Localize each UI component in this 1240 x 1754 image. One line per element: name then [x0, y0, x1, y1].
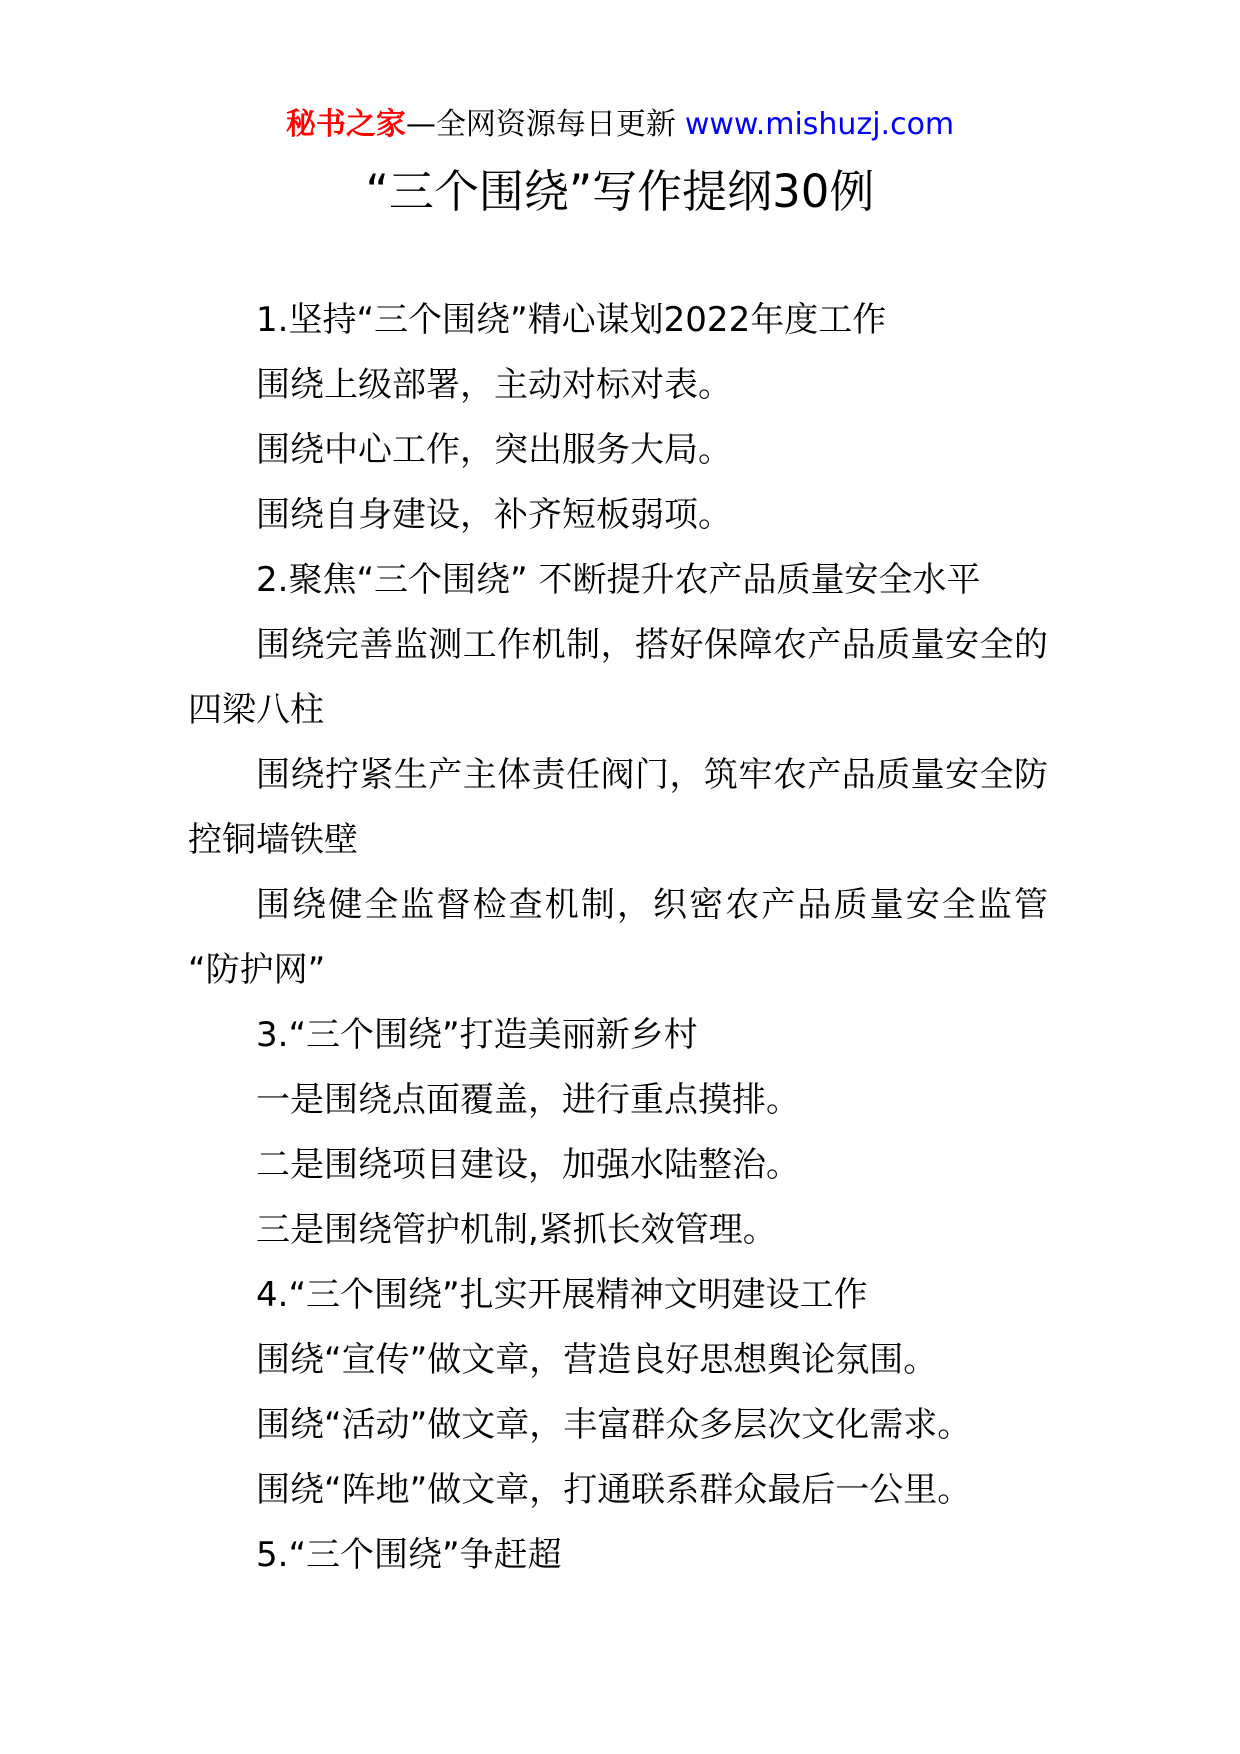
outline-point — [188, 418, 1048, 483]
outline-point — [188, 873, 1048, 1003]
outline-line: 2.聚焦“三个围绕” 不断提升农产品质量安全水平 — [256, 560, 981, 600]
outline-heading — [188, 288, 1048, 353]
outline-line: 围绕健全监督检查机制，织密农产品质量安全监管 — [256, 885, 1048, 925]
outline-line: 围绕“宣传”做文章，营造良好思想舆论氛围。 — [256, 1340, 938, 1380]
outline-line: 4.“三个围绕”扎实开展精神文明建设工作 — [256, 1275, 868, 1315]
outline-line: 围绕自身建设，补齐短板弱项。 — [256, 495, 732, 535]
outline-point — [188, 1198, 1048, 1263]
document-body — [188, 288, 1048, 1588]
outline-line: 三是围绕管护机制,紧抓长效管理。 — [256, 1210, 777, 1250]
site-banner — [0, 105, 1240, 145]
outline-line: 围绕中心工作，突出服务大局。 — [256, 430, 732, 470]
outline-point — [188, 1458, 1048, 1523]
outline-point — [188, 613, 1048, 743]
outline-heading — [188, 1003, 1048, 1068]
outline-line-continued: “防护网” — [188, 950, 326, 990]
outline-heading — [188, 1523, 1048, 1588]
outline-heading — [188, 548, 1048, 613]
outline-point — [188, 1393, 1048, 1458]
outline-point — [188, 1068, 1048, 1133]
site-brand: 秘书之家 — [285, 107, 406, 142]
site-tagline: —全网资源每日更新 — [405, 107, 676, 142]
outline-line: 围绕“阵地”做文章，打通联系群众最后一公里。 — [256, 1470, 972, 1510]
outline-line-continued: 控铜墙铁壁 — [188, 820, 358, 860]
outline-line: 二是围绕项目建设，加强水陆整治。 — [256, 1145, 800, 1185]
outline-line: 围绕“活动”做文章，丰富群众多层次文化需求。 — [256, 1405, 972, 1445]
outline-heading — [188, 1263, 1048, 1328]
outline-point — [188, 353, 1048, 418]
outline-point — [188, 1328, 1048, 1393]
outline-line: 5.“三个围绕”争赶超 — [256, 1535, 562, 1575]
outline-line: 1.坚持“三个围绕”精心谋划2022年度工作 — [256, 300, 887, 340]
outline-point — [188, 483, 1048, 548]
outline-line: 围绕拧紧生产主体责任阀门，筑牢农产品质量安全防 — [256, 755, 1048, 795]
outline-line: 3.“三个围绕”打造美丽新乡村 — [256, 1015, 698, 1055]
document-title: “三个围绕”写作提纲30例 — [365, 165, 875, 218]
outline-line: 围绕完善监测工作机制，搭好保障农产品质量安全的 — [256, 625, 1048, 665]
outline-point — [188, 743, 1048, 873]
outline-line-continued: 四梁八柱 — [188, 690, 324, 730]
site-url: www.mishuzj.com — [684, 107, 955, 142]
outline-line: 一是围绕点面覆盖，进行重点摸排。 — [256, 1080, 800, 1120]
outline-line: 围绕上级部署，主动对标对表。 — [256, 365, 732, 405]
outline-point — [188, 1133, 1048, 1198]
